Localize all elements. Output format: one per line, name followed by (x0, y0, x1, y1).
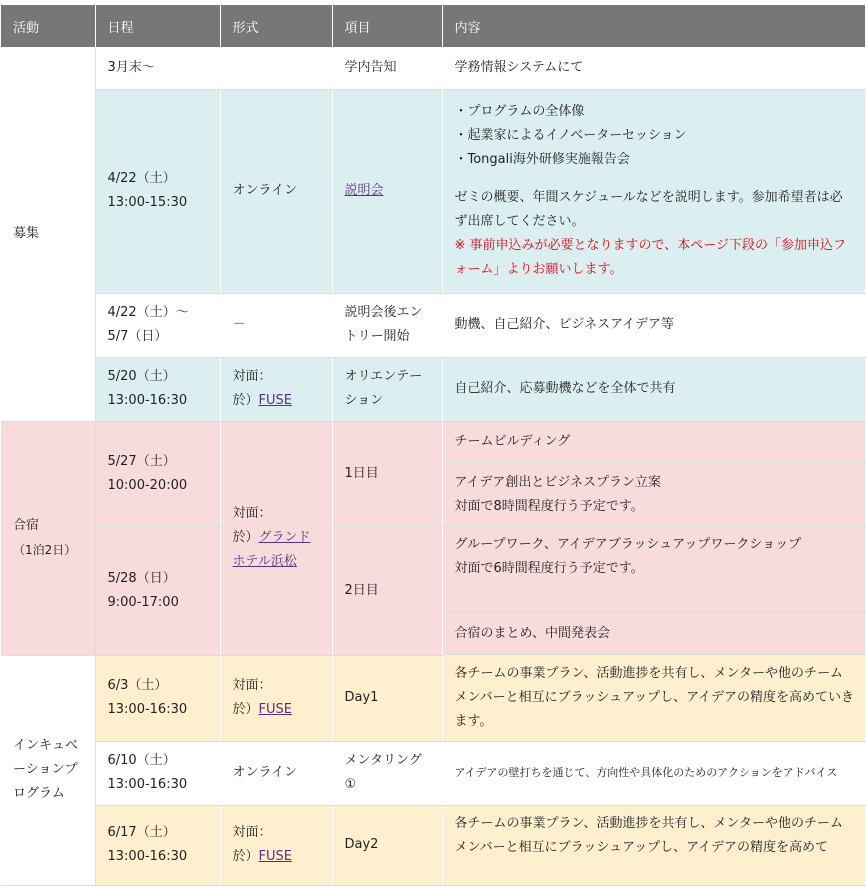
date-day: 6/3（土） (107, 678, 168, 693)
bullet-item: ・起業家によるイノベーターセッション (454, 128, 687, 143)
venue-prefix: 於） (232, 393, 259, 408)
content-cell: チームビルディング (442, 422, 865, 463)
content-cell: 各チームの事業プラン、活動進捗を共有し、メンターや他のチームメンバーと相互にブラッシュアップし、アイデアの精度を高めて (442, 805, 865, 885)
date-time: 13:00-15:30 (107, 195, 188, 210)
format-cell (220, 47, 332, 89)
content-cell: 学務情報システムにて (442, 47, 865, 89)
content-cell: アイデアの壁打ちを通じて、方向性や具体化のためのアクションをアドバイス (442, 741, 865, 805)
activity-label: 合宿 (13, 518, 40, 534)
header-activity: 活動 (1, 5, 95, 47)
format-cell: オンライン (220, 741, 332, 805)
table-row (1, 357, 865, 421)
format-cell (220, 422, 332, 656)
activity-camp (1, 422, 95, 656)
content-line: 対面で8時間程度行う予定です。 (454, 498, 644, 514)
content-line: 対面で6時間程度行う予定です。 (454, 561, 644, 576)
date-day: 4/22（土）～ (107, 305, 189, 320)
item-cell: オリエンテーション (332, 357, 442, 421)
table-row (1, 293, 865, 357)
content-line: アイデア創出とビジネスプラン立案 (454, 474, 661, 490)
format-cell (220, 357, 332, 421)
date-time: 13:00-16:30 (107, 849, 188, 864)
header-item: 項目 (332, 5, 442, 47)
venue-prefix: 於） (232, 530, 259, 545)
format-type: 対面： (232, 369, 272, 384)
content-cell: 合宿のまとめ、中間発表会 (442, 613, 865, 655)
format-venue (233, 698, 322, 722)
date-cell (95, 741, 220, 805)
date-cell: 3月末～ (95, 47, 220, 89)
format-type: 対面： (232, 506, 272, 521)
date-time: 13:00-16:30 (107, 702, 188, 717)
date-cell (95, 527, 220, 656)
hotel-link[interactable]: グランドホテル浜松 (232, 530, 311, 569)
venue-prefix: 於） (232, 849, 259, 864)
format-venue (233, 845, 322, 869)
item-cell: 学内告知 (332, 47, 442, 89)
date-day: 5/20（土） (107, 369, 176, 384)
date-cell (95, 357, 220, 421)
date-day: 6/17（土） (107, 825, 176, 840)
date-cell (95, 293, 220, 357)
activity-recruit: 募集 (1, 47, 95, 422)
venue-prefix: 於） (232, 702, 259, 717)
date-day: 5/7（日） (107, 329, 168, 344)
format-type: 対面： (232, 678, 272, 693)
table-row (1, 89, 865, 293)
item-cell: 2日目 (332, 527, 442, 656)
registration-note: ※ 事前申込みが必要となりますので、本ページ下段の「参加申込フォーム」よりお願いします。 (454, 238, 847, 277)
item-cell: メンタリング① (332, 741, 442, 805)
item-cell: Day2 (332, 805, 442, 885)
fuse-link[interactable]: FUSE (258, 849, 292, 864)
format-type: 対面： (232, 825, 272, 840)
table-row (1, 805, 865, 885)
date-time: 9:00-17:00 (107, 594, 179, 610)
content-cell (442, 463, 865, 527)
briefing-description: ゼミの概要、年間スケジュールなどを説明します。参加希望者は必ず出席してください。 (454, 190, 843, 229)
date-cell (95, 89, 220, 293)
date-day: 6/10（土） (107, 753, 176, 768)
activity-sub-label: （1泊2日） (13, 543, 77, 558)
date-cell (95, 655, 220, 741)
activity-incubation: インキュベーションプログラム (1, 655, 95, 885)
item-cell: 1日目 (332, 422, 442, 527)
content-cell: 自己紹介、応募動機などを全体で共有 (442, 357, 865, 421)
table-header-row (1, 5, 865, 47)
date-cell (95, 805, 220, 885)
item-cell: Day1 (332, 655, 442, 741)
content-line: グループワーク、アイデアブラッシュアップワークショップ (454, 537, 802, 552)
table-row (1, 422, 865, 463)
bullet-item: ・Tongali海外研修実施報告会 (454, 152, 630, 167)
schedule-table (1, 5, 866, 886)
date-time: 13:00-16:30 (107, 393, 188, 408)
table-row (1, 655, 865, 741)
item-cell: 説明会後エントリー開始 (332, 293, 442, 357)
bullet-item: ・プログラムの全体像 (454, 104, 585, 119)
date-day: 5/27（土） (107, 453, 176, 469)
content-cell: 動機、自己紹介、ビジネスアイデア等 (442, 293, 865, 357)
format-cell: オンライン (220, 89, 332, 293)
format-cell (220, 805, 332, 885)
content-cell (442, 527, 865, 613)
item-cell (332, 89, 442, 293)
format-cell (220, 655, 332, 741)
briefing-link[interactable]: 説明会 (344, 183, 384, 198)
format-venue (233, 526, 322, 574)
header-date: 日程 (95, 5, 220, 47)
fuse-link[interactable]: FUSE (258, 393, 292, 408)
format-venue (233, 389, 322, 413)
header-format: 形式 (220, 5, 332, 47)
header-content: 内容 (442, 5, 865, 47)
fuse-link[interactable]: FUSE (258, 702, 292, 717)
table-row (1, 741, 865, 805)
date-time: 13:00-16:30 (107, 777, 188, 792)
table-row (1, 47, 865, 89)
format-cell: － (220, 293, 332, 357)
content-cell (442, 89, 865, 293)
content-cell: 各チームの事業プラン、活動進捗を共有し、メンターや他のチームメンバーと相互にブラッシュアップし、アイデアの精度を高めていきます。 (442, 655, 865, 741)
table-row (1, 527, 865, 613)
date-time: 10:00-20:00 (107, 477, 188, 493)
date-cell (95, 422, 220, 527)
date-day: 4/22（土） (107, 171, 176, 186)
date-day: 5/28（日） (107, 570, 176, 586)
